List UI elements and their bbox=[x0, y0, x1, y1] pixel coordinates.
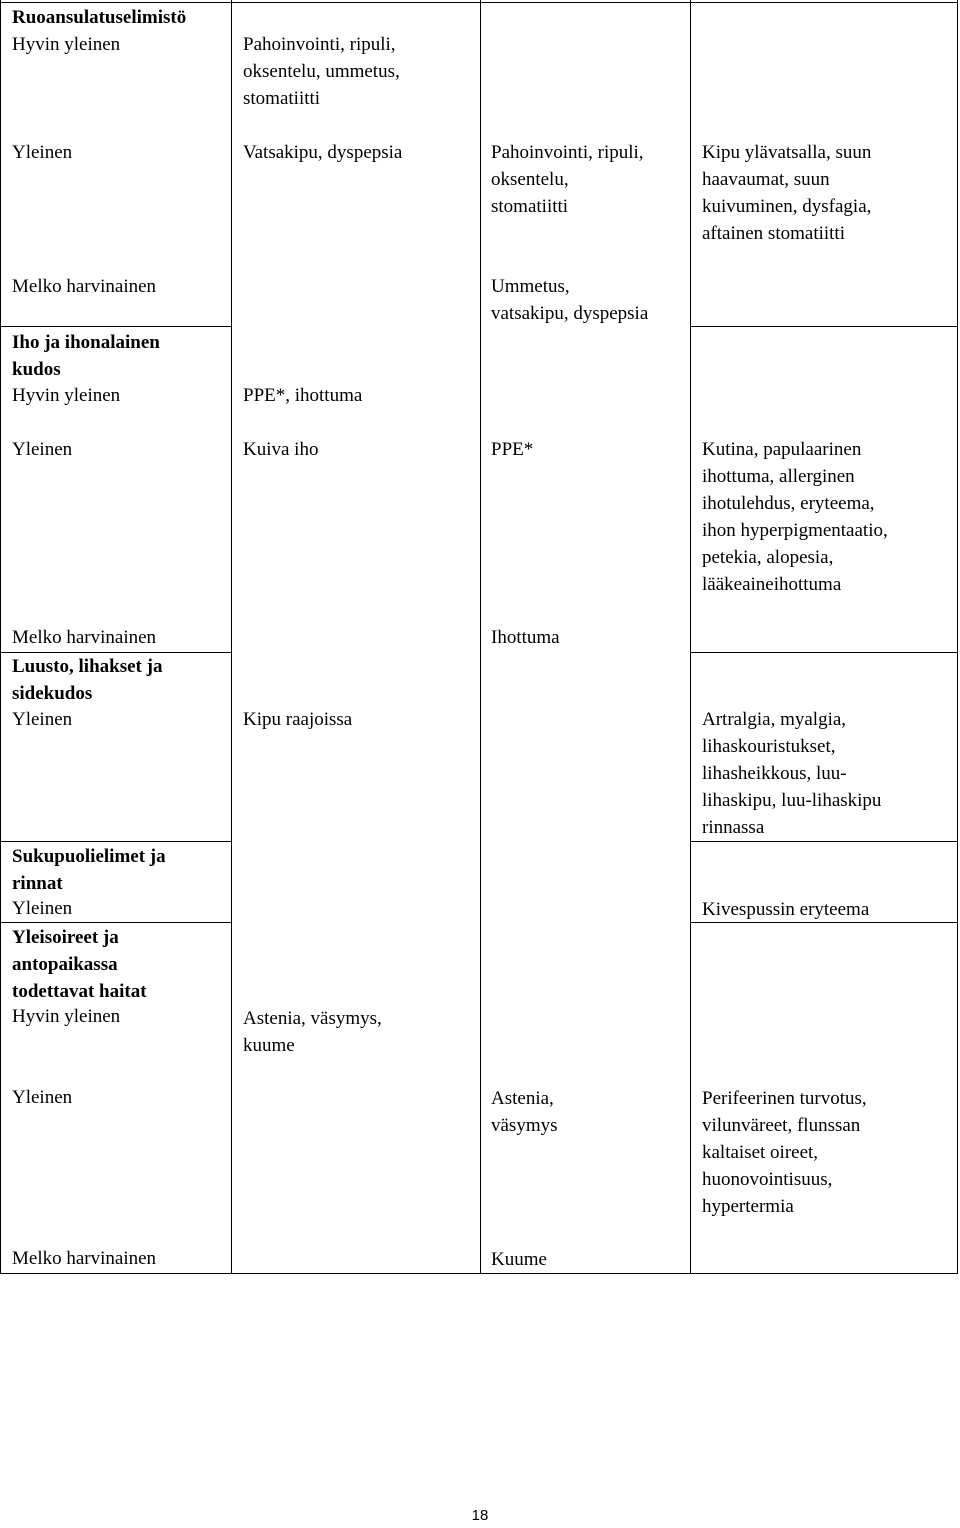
table-cell: Vatsakipu, dyspepsia bbox=[243, 142, 403, 163]
table-cell: PPE* bbox=[491, 439, 534, 460]
frequency-label: Melko harvinainen bbox=[12, 627, 157, 648]
table-cell: Ihottuma bbox=[491, 627, 560, 648]
row-divider bbox=[690, 326, 958, 327]
table-cell: Kuiva iho bbox=[243, 439, 319, 460]
table-cell: Ummetus, vatsakipu, dyspepsia bbox=[491, 276, 649, 324]
frequency-label: Melko harvinainen bbox=[12, 1248, 157, 1269]
frequency-label: Yleinen bbox=[12, 439, 73, 460]
column-divider bbox=[480, 0, 481, 1274]
table-cell: Kuume bbox=[491, 1249, 547, 1270]
table-border bbox=[957, 0, 958, 1274]
section-heading: Iho ja ihonalainen kudos bbox=[12, 332, 160, 380]
table-cell: Kutina, papulaarinen ihottuma, allerginen ihotulehdus, eryteema, ihon hyperpigmentaatio, petekia, alopesia, lääkeaineihottuma bbox=[702, 439, 888, 595]
section-heading: Luusto, lihakset ja sidekudos bbox=[12, 656, 163, 704]
table-cell: Kipu ylävatsalla, suun haavaumat, suun kuivuminen, dysfagia, aftainen stomatiitti bbox=[702, 142, 872, 244]
row-divider bbox=[0, 841, 231, 842]
table-border bbox=[0, 0, 1, 1274]
row-divider bbox=[0, 922, 231, 923]
column-divider bbox=[231, 0, 232, 1274]
table-cell: Perifeerinen turvotus, vilunväreet, flunssan kaltaiset oireet, huonovointisuus, hypertermia bbox=[702, 1088, 867, 1217]
table-cell: Astenia, väsymys, kuume bbox=[243, 1008, 382, 1056]
frequency-label: Yleinen bbox=[12, 709, 73, 730]
page-number: 18 bbox=[471, 1507, 489, 1524]
table-cell: Kipu raajoissa bbox=[243, 709, 353, 730]
frequency-label: Hyvin yleinen bbox=[12, 385, 121, 406]
row-divider bbox=[690, 841, 958, 842]
column-divider bbox=[690, 0, 691, 1274]
section-heading: Yleisoireet ja antopaikassa todettavat haitat bbox=[12, 927, 147, 1002]
frequency-label: Hyvin yleinen bbox=[12, 1006, 121, 1027]
table-cell: Pahoinvointi, ripuli, oksentelu, stomatiitti bbox=[491, 142, 644, 217]
section-heading: Sukupuolielimet ja rinnat bbox=[12, 846, 166, 894]
table-border bbox=[0, 1273, 958, 1274]
table-cell: Kivespussin eryteema bbox=[702, 899, 870, 920]
row-divider bbox=[0, 326, 231, 327]
table-border bbox=[0, 2, 958, 3]
section-heading: Ruoansulatuselimistö bbox=[12, 7, 187, 28]
frequency-label: Yleinen bbox=[12, 1087, 73, 1108]
table-cell: Astenia, väsymys bbox=[491, 1088, 558, 1136]
frequency-label: Hyvin yleinen bbox=[12, 34, 121, 55]
frequency-label: Yleinen bbox=[12, 142, 73, 163]
table-cell: Pahoinvointi, ripuli, oksentelu, ummetus, stomatiitti bbox=[243, 34, 400, 109]
frequency-label: Yleinen bbox=[12, 898, 73, 919]
row-divider bbox=[690, 652, 958, 653]
table-cell: PPE*, ihottuma bbox=[243, 385, 363, 406]
table-cell: Artralgia, myalgia, lihaskouristukset, lihasheikkous, luu- lihaskipu, luu-lihaskipu rinnassa bbox=[702, 709, 882, 838]
frequency-label: Melko harvinainen bbox=[12, 276, 157, 297]
